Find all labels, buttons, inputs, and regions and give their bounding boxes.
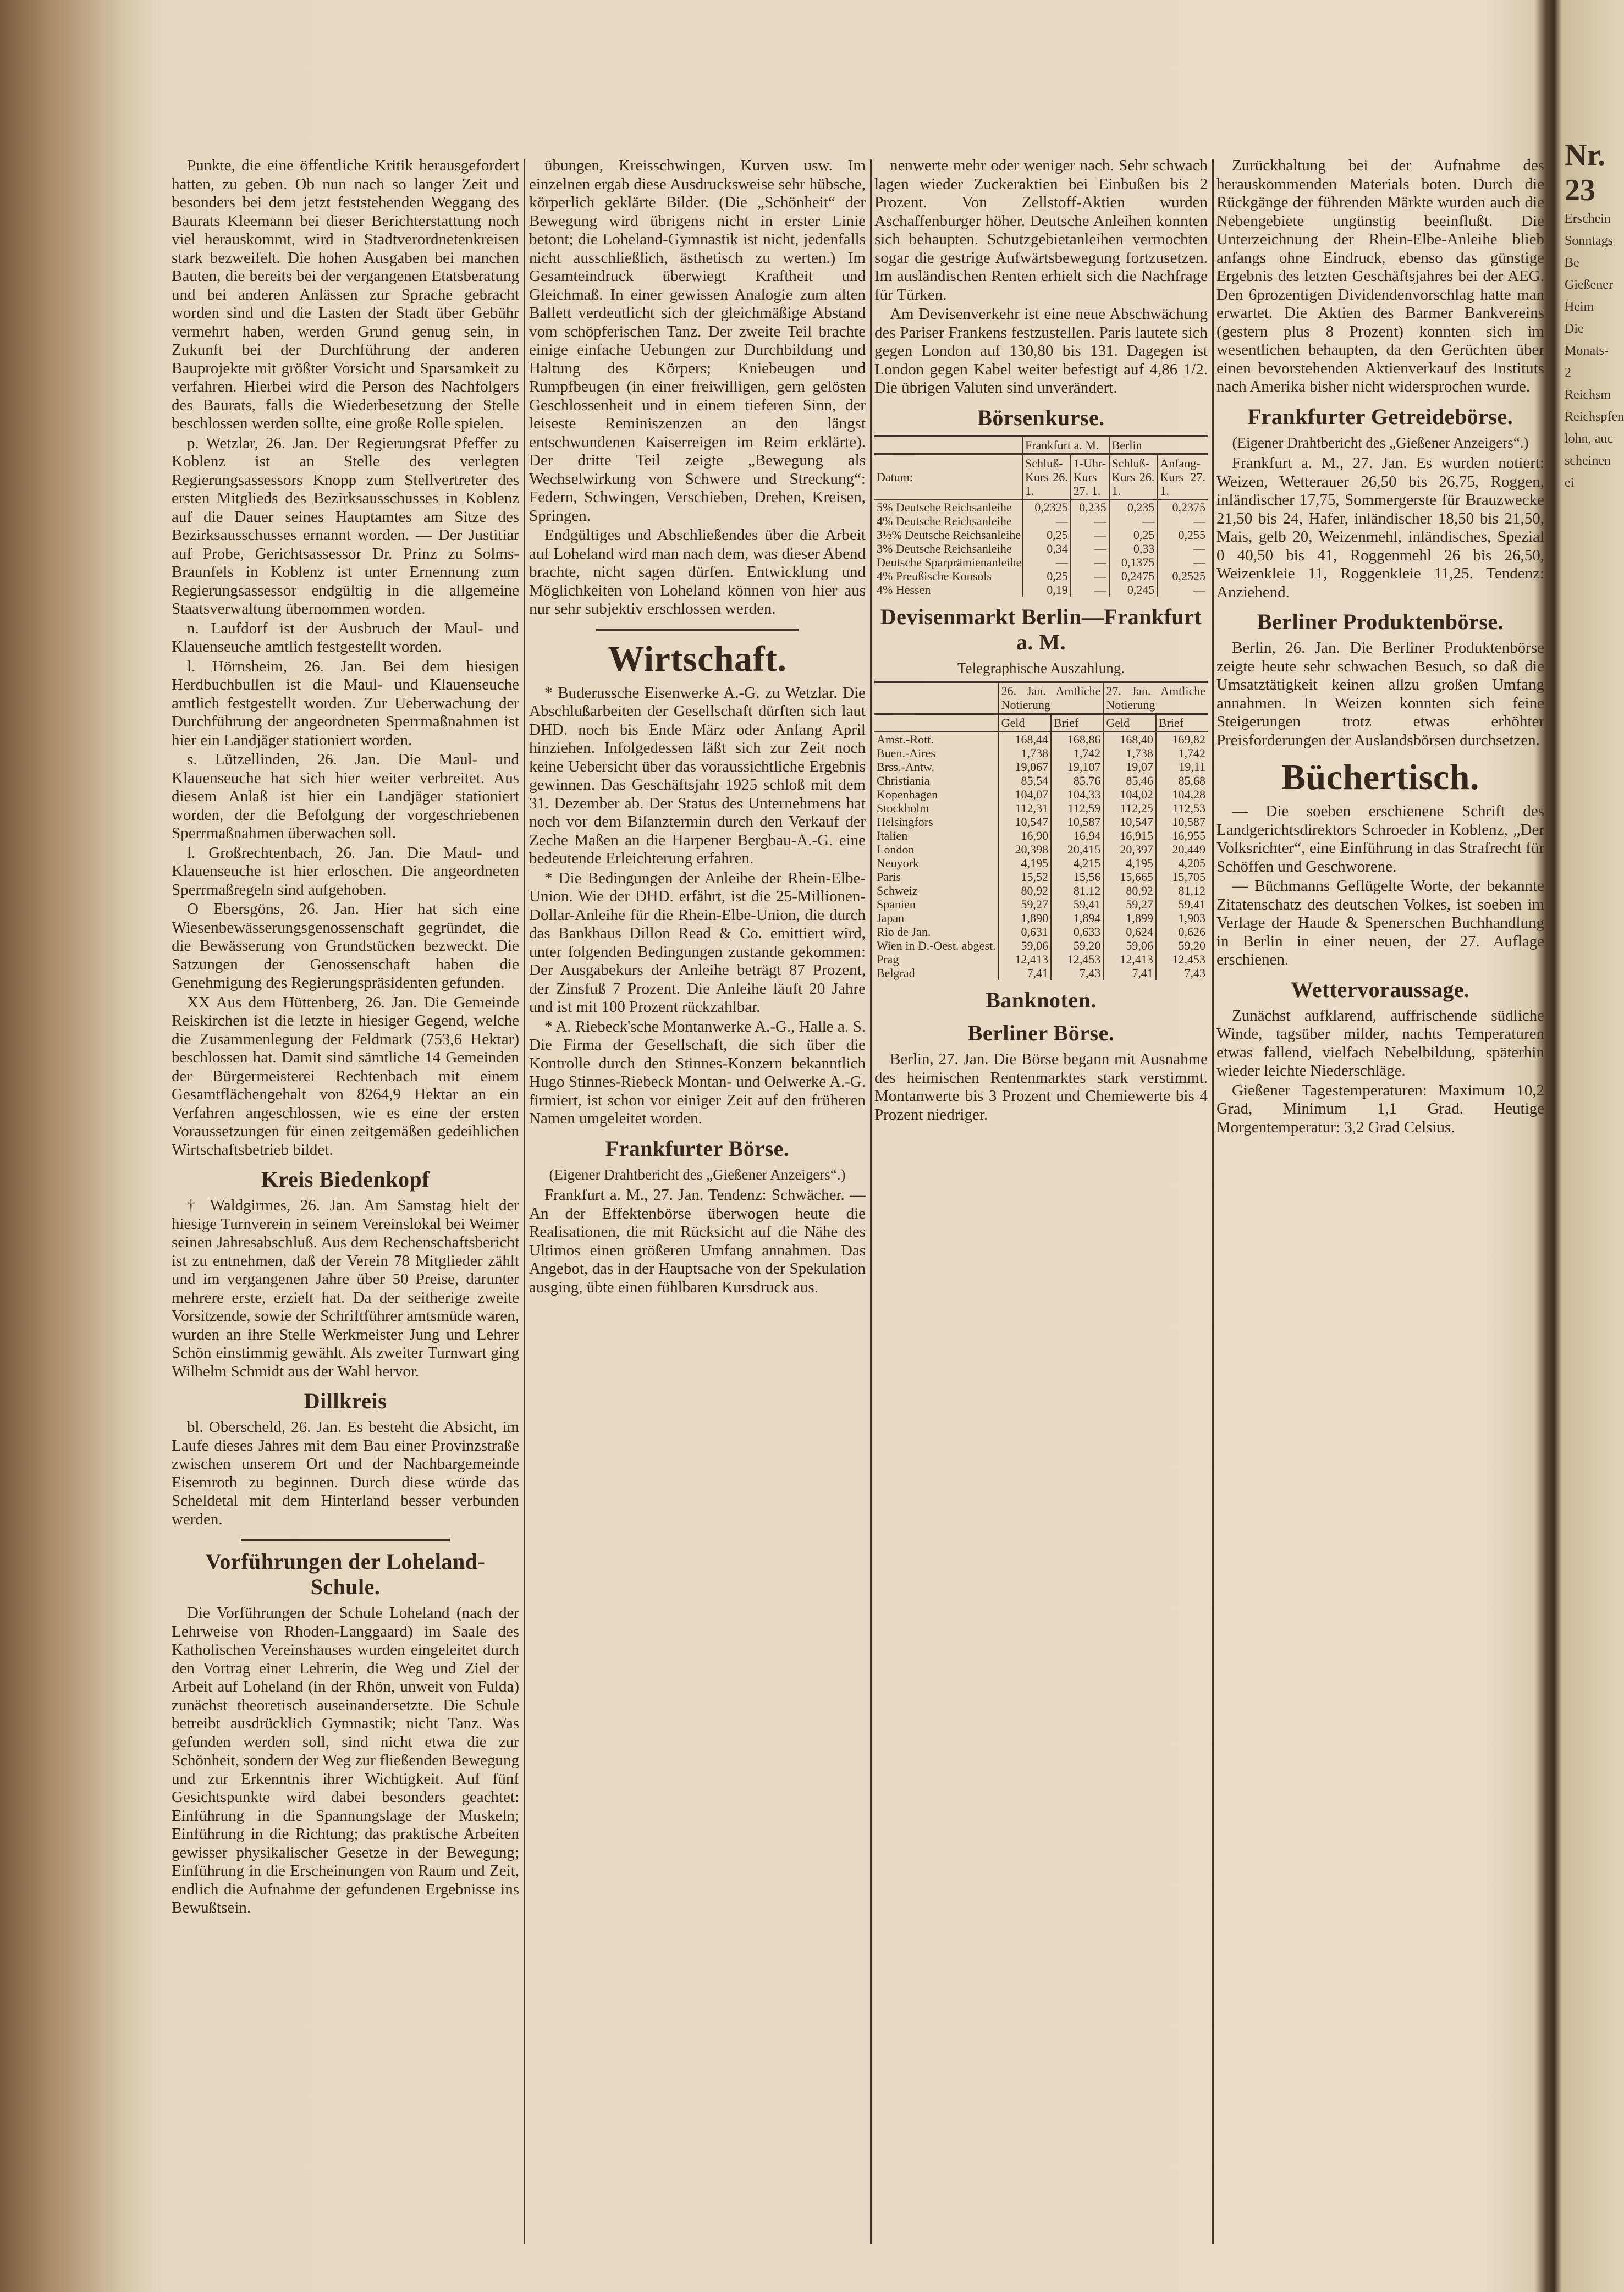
table-cell: 168,86 — [1051, 732, 1103, 747]
table-column-header: Brief — [1051, 714, 1103, 732]
table-cell: 85,54 — [999, 774, 1051, 787]
table-group-header — [874, 436, 1022, 454]
table-cell: Spanien — [877, 897, 916, 911]
table-cell: Italien — [877, 829, 908, 842]
article-paragraph: Gießener Tagestemperaturen: Maximum 10,2 Grad, Minimum 1,1 Grad. Heutige Morgentemperatur: 3,2 Grad Celsius. — [1216, 1081, 1544, 1136]
table-cell: 1,890 — [999, 911, 1051, 925]
table-cell: 19,11 — [1156, 760, 1208, 774]
table-cell: 16,90 — [999, 829, 1051, 842]
table-cell: 59,27 — [1103, 897, 1156, 911]
table-row — [874, 952, 1208, 966]
adjacent-page-text: Monats- — [1565, 344, 1609, 358]
table-cell: 7,43 — [1156, 966, 1208, 980]
table-cell: 5% Deutsche Reichsanleihe — [877, 500, 1012, 514]
article-paragraph: Berlin, 27. Jan. Die Börse begann mit Ausnahme des heimischen Rentenmarktes stark verstimmt. Montanwerte bis 3 Prozent und Chemiewerte bis 4 Prozent niedriger. — [874, 1050, 1208, 1123]
table-row — [874, 732, 1208, 747]
table-cell: 112,59 — [1051, 801, 1103, 815]
section-heading: Büchertisch. — [1281, 757, 1479, 797]
table-cell: 1,742 — [1156, 746, 1208, 760]
table-cell: 0,25 — [1109, 528, 1158, 542]
section-heading: Berliner Börse. — [967, 1021, 1115, 1045]
table-cell: 4,195 — [999, 856, 1051, 870]
section-heading: Kreis Biedenkopf — [261, 1167, 430, 1192]
table-row — [874, 870, 1208, 884]
table-cell: 20,398 — [999, 842, 1051, 856]
table-cell: 19,07 — [1103, 760, 1156, 774]
adjacent-page-text: Sonntags — [1565, 234, 1614, 248]
table-cell: 80,92 — [1103, 884, 1156, 897]
table-group-header: 26. Jan. Amtliche Notierung — [999, 682, 1104, 714]
table-row — [874, 528, 1208, 542]
section-subheading: Telegraphische Auszahlung. — [957, 659, 1125, 676]
table-group-header — [874, 682, 999, 714]
table-cell: Belgrad — [877, 966, 915, 980]
table-cell: 15,705 — [1156, 870, 1208, 884]
table-cell: 15,56 — [1051, 870, 1103, 884]
section-heading: Börsenkurse. — [977, 405, 1105, 430]
article-paragraph: l. Großrechtenbach, 26. Jan. Die Maul- und Klauenseuche ist hier erloschen. Die angeordneten Sperrmaßregeln sind aufgehoben. — [172, 844, 519, 899]
table-cell: Japan — [877, 911, 905, 925]
section-heading: Frankfurter Getreidebörse. — [1247, 404, 1513, 429]
table-cell: 4% Deutsche Reichsanleihe — [877, 514, 1012, 528]
table-cell: — — [1022, 514, 1071, 528]
table-cell: Deutsche Sparprämienanleihe — [877, 555, 1022, 569]
article-paragraph: p. Wetzlar, 26. Jan. Der Regierungsrat Pfeffer zu Koblenz ist an Stelle des verlegten Regierungsassessors Knopp zum Stellvertreter des ersten Mitglieds des Bezirksausschusses in Koblenz auf die Dauer seines Hauptamtes am Sitze des Bezirksausschusses ernannt worden. — Der Justitiar auf Probe, Gerichtsassessor Dr. Prinz zu Solms-Braunfels in Koblenz ist unter Ernennung zum Regierungsassessor endgültig in die allgemeine Staatsverwaltung übernommen worden. — [172, 434, 519, 618]
section-heading: Dillkreis — [304, 1389, 387, 1413]
table-cell: 81,12 — [1051, 884, 1103, 897]
article-paragraph: — Büchmanns Geflügelte Worte, der bekannte Zitatenschatz des deutschen Volkes, ist soeben im Verlage der Haude & Spenerschen Buchhandlung in Berlin in einer neuen, der 27. Auflage erschienen. — [1216, 877, 1544, 968]
table-column-header — [874, 714, 999, 732]
table-row — [874, 569, 1208, 583]
adjacent-page-text: lohn, auc — [1565, 432, 1613, 446]
table-cell: — — [1157, 514, 1208, 528]
table-cell: 1,742 — [1051, 746, 1103, 760]
issue-number: Nr. 23 — [1565, 138, 1606, 207]
table-row — [874, 815, 1208, 829]
table-cell: 4,205 — [1156, 856, 1208, 870]
table-cell: Schweiz — [877, 884, 918, 897]
table-cell: 1,738 — [999, 746, 1051, 760]
table-column-header: Datum: — [874, 454, 1022, 500]
table-column-header: Anfang-Kurs 27. 1. — [1157, 454, 1208, 500]
adjacent-page-text: Be — [1565, 256, 1579, 270]
table-cell: 0,25 — [1022, 569, 1071, 583]
table-cell: 4% Hessen — [877, 582, 931, 597]
table-cell: 112,31 — [999, 801, 1051, 815]
table-cell: 0,235 — [1109, 499, 1158, 514]
table-cell: 4% Preußische Konsols — [877, 569, 992, 583]
table-cell: — — [1071, 528, 1109, 542]
table-cell: 0,245 — [1109, 583, 1158, 597]
table-cell: 59,20 — [1156, 939, 1208, 952]
table-cell: 3% Deutsche Reichsanleihe — [877, 541, 1012, 555]
table-cell: London — [877, 842, 915, 856]
column-divider — [524, 159, 525, 2244]
table-column-header: Schluß-Kurs 26. 1. — [1109, 454, 1158, 500]
table-cell: Prag — [877, 952, 899, 966]
table-row — [874, 911, 1208, 925]
table-cell: 0,19 — [1022, 583, 1071, 597]
table-cell: 12,453 — [1051, 952, 1103, 966]
table-cell: 15,665 — [1103, 870, 1156, 884]
table-cell: 0,2375 — [1157, 499, 1208, 514]
table-cell: 1,903 — [1156, 911, 1208, 925]
column-4 — [1216, 157, 1544, 2246]
boersenkurse-table — [874, 435, 1208, 597]
table-cell: Christiania — [877, 774, 930, 787]
table-cell: 0,1375 — [1109, 555, 1158, 569]
table-cell: 59,41 — [1051, 897, 1103, 911]
article-paragraph: übungen, Kreisschwingen, Kurven usw. Im einzelnen ergab diese Ausdrucksweise sehr hübsche, körperlich geklärte Bilder. (Die „Schönheit“ der Bewegung wird übrigens nicht in erster Linie betont; die Loheland-Gymnastik ist nicht, jedenfalls nicht ausschließlich, ästhetisch zu werten.) Im Gesamteindruck überwiegt Kraftheit und Gleichmaß. In einer gewissen Analogie zum alten Ballett verdeutlicht sich der gleichmäßige Abstand vom schöpferischen Tanz. Der zweite Teil brachte einige einfache Uebungen zur Durchbildung und Haltung des Körpers; Kniebeugen und Rumpfbeugen (in einer freiwilligen, gern gelösten Geschlossenheit und in einem tieferen Sinn, der leiseste Reminiszenzen an den längst entschwundenen Kaiserreigen im Reim erklärte). Der dritte Teil zeigte „Bewegung als Wechselwirkung von Schwere und Streckung“: Federn, Schwingen, Verschieben, Drehen, Kreisen, Springen. — [529, 157, 866, 525]
table-cell: Kopenhagen — [877, 787, 938, 801]
table-row — [874, 514, 1208, 528]
table-cell: 1,899 — [1103, 911, 1156, 925]
table-cell: — — [1157, 555, 1208, 569]
table-cell: 7,43 — [1051, 966, 1103, 980]
table-row — [874, 856, 1208, 870]
table-cell: 0,235 — [1071, 499, 1109, 514]
column-2 — [529, 157, 866, 2246]
table-cell: Helsingfors — [877, 815, 933, 829]
article-paragraph: Berlin, 26. Jan. Die Berliner Produktenbörse zeigte heute sehr schwachen Besuch, so daß die Umsatztätigkeit keinen allzu großen Umfang annahmen. In Weizen konnten sich feine Steigerungen trotz etwas erhöhter Preisforderungen der Auslandsbörsen durchsetzen. — [1216, 639, 1544, 749]
table-cell: 59,20 — [1051, 939, 1103, 952]
table-cell: — — [1071, 555, 1109, 569]
table-cell: 16,955 — [1156, 829, 1208, 842]
table-cell: 0,34 — [1022, 542, 1071, 555]
table-row — [874, 583, 1208, 597]
table-cell: 0,624 — [1103, 925, 1156, 939]
table-cell: 80,92 — [999, 884, 1051, 897]
article-paragraph: n. Laufdorf ist der Ausbruch der Maul- und Klauenseuche amtlich festgestellt worden. — [172, 619, 519, 655]
table-cell: 19,107 — [1051, 760, 1103, 774]
table-column-header: Brief — [1156, 714, 1208, 732]
table-cell: 0,255 — [1157, 528, 1208, 542]
table-cell: 168,40 — [1103, 732, 1156, 747]
adjacent-page-text: Heim — [1565, 300, 1594, 314]
table-cell: 169,82 — [1156, 732, 1208, 747]
column-divider — [870, 159, 872, 2244]
section-divider — [596, 629, 798, 631]
table-cell: 0,633 — [1051, 925, 1103, 939]
table-column-header: Geld — [1103, 714, 1156, 732]
table-cell: 15,52 — [999, 870, 1051, 884]
article-paragraph: * Die Bedingungen der Anleihe der Rhein-Elbe-Union. Wie der DHD. erfährt, ist die 25-Millionen-Dollar-Anleihe für die Rhein-Elbe-Union, die durch das Bankhaus Dillon Read & Co. emittiert wird, unter folgenden Bedingungen zustande gekommen: Der Ausgabekurs der Anleihe beträgt 87 Prozent, der Zinsfuß 7 Prozent. Die Anleihe läuft 20 Jahre und ist mit 100 Prozent rückzahlbar. — [529, 869, 866, 1016]
adjacent-page-text: 2 Reichsm — [1565, 366, 1611, 402]
table-cell: 0,631 — [999, 925, 1051, 939]
table-cell: 3½% Deutsche Reichsanleihe — [877, 527, 1021, 542]
table-cell: 20,415 — [1051, 842, 1103, 856]
table-row — [874, 774, 1208, 787]
column-3 — [874, 157, 1208, 2246]
section-heading: Wettervoraussage. — [1291, 977, 1470, 1002]
table-cell: 1,894 — [1051, 911, 1103, 925]
table-cell: 19,067 — [999, 760, 1051, 774]
section-heading: Frankfurter Börse. — [605, 1136, 790, 1161]
table-cell: 0,626 — [1156, 925, 1208, 939]
table-row — [874, 801, 1208, 815]
table-cell: 12,413 — [999, 952, 1051, 966]
article-paragraph: Die Vorführungen der Schule Loheland (nach der Lehrweise von Rhoden-Langgaard) im Saale des Katholischen Vereinshauses wurden eingeleitet durch den Vortrag einer Lehrerin, die Weg und Ziel der Arbeit auf Loheland (in der Rhön, unweit von Fulda) zunächst theoretisch auseinandersetzte. Die Schule betreibt ausdrücklich Gymnastik; nicht Tanz. Was gefunden werden soll, sind nicht etwa die zur Schönheit, sondern der Weg zur fließenden Bewegung und zur Erkenntnis ihrer Wichtigkeit. Auf fünf Gesichtspunkte wird dabei besonders geachtet: Einführung in die Spannungslage der Muskeln; Einführung in die Richtung; das praktische Arbeiten gewisser physikalischer Gesetze in der Bewegung; Einführung in die Erscheinungen von Raum und Zeit, endlich die Aufnahme der gefundenen Ergebnisse ins Bewußtsein. — [172, 1604, 519, 1916]
table-cell: — — [1071, 569, 1109, 583]
article-paragraph: Punkte, die eine öffentliche Kritik herausgefordert hatten, zu geben. Ob nun nach so langer Zeit und besonders bei dem jetzt feststehenden Weggang des Baurats Kleemann bei dieser Berichterstattung noch viel herauskommt, wird in Stadtverordnetenkreisen stark bezweifelt. Die hohen Ausgaben bei manchen Bauten, die bereits bei der vergangenen Etatsberatung und bei anderen Anlässen zur Sprache gebracht worden sind und die Lasten der Stadt über Gebühr vermehrt haben, werden Grund genug sein, in Zukunft bei der Durchführung der anderen Bauprojekte mit größter Vorsicht und Sparsamkeit zu verfahren. Hierbei wird die Person des Nachfolgers des Baurats, falls die Wiederbesetzung der Stelle beschlossen werden sollte, eine große Rolle spielen. — [172, 157, 519, 432]
table-cell: 104,02 — [1103, 787, 1156, 801]
table-cell: Rio de Jan. — [877, 925, 931, 939]
table-cell: Amst.-Rott. — [877, 732, 934, 746]
article-paragraph: † Waldgirmes, 26. Jan. Am Samstag hielt der hiesige Turnverein in seinem Vereinslokal bei Weimer seinen Jahresabschluß. Aus dem Rechenschaftsbericht ist zu entnehmen, daß der Verein 78 Mitglieder zählt und im vergangenen Jahre über 50 Preise, darunter mehrere erste, erzielt hat. Da der seitherige zweite Vorsitzende, sowie der Schriftführer amtsmüde waren, wurden an ihre Stelle Werkmeister Jung und Lehrer Schön einstimmig gewählt. Als zweiter Turnwart ging Wilhelm Schmidt aus der Wahl hervor. — [172, 1197, 519, 1380]
adjacent-page-text: scheinen ei — [1565, 454, 1611, 490]
devisen-table — [874, 681, 1208, 980]
table-cell: 10,547 — [1103, 815, 1156, 829]
article-paragraph: XX Aus dem Hüttenberg, 26. Jan. Die Gemeinde Reiskirchen ist die letzte in hiesiger Gegend, welche die Zusammenlegung der Feldmark (753,6 Hektar) beschlossen hat. Damit sind sämtliche 14 Gemeinden der Bürgermeisterei Rechtenbach mit einem Gesamtflächengehalt von 8264,9 Hektar an ein Verfahren angeschlossen, wie es eine der ersten Voraussetzungen für einen zeitgemäßen gedeihlichen Wirtschaftsbetrieb bildet. — [172, 993, 519, 1159]
table-cell: 168,44 — [999, 732, 1051, 747]
table-cell: 12,413 — [1103, 952, 1156, 966]
table-cell: 16,915 — [1103, 829, 1156, 842]
table-cell: 10,587 — [1051, 815, 1103, 829]
table-cell: 85,46 — [1103, 774, 1156, 787]
table-row — [874, 829, 1208, 842]
article-paragraph: Frankfurt a. M., 27. Jan. Es wurden notiert: Weizen, Wetterauer 26,50 bis 26,75, Roggen, inländischer 17,75, Sommergerste für Brauzwecke 21,50 bis 24, Hafer, inländischer 18,50 bis 21,50, Mais, gelb 20, Weizenmehl, inländisches, Spezial 0 40,50 bis 41, Roggenmehl 26 bis 26,50, Weizenkleie 11, Roggenkleie 11,25. Tendenz: Anziehend. — [1216, 454, 1544, 601]
article-paragraph: Endgültiges und Abschließendes über die Arbeit auf Loheland wird man nach dem, was dieser Abend brachte, nicht sagen dürfen. Entwicklung und Möglichkeiten von Loheland können von hier aus nur sehr subjektiv erschlossen werden. — [529, 526, 866, 618]
table-row — [874, 542, 1208, 555]
table-cell: 20,397 — [1103, 842, 1156, 856]
table-cell: 85,68 — [1156, 774, 1208, 787]
section-heading: Vorführungen der Loheland-Schule. — [205, 1549, 486, 1599]
table-cell: 104,07 — [999, 787, 1051, 801]
table-cell: Wien in D.-Oest. abgest. — [877, 939, 996, 952]
article-paragraph: * Buderussche Eisenwerke A.-G. zu Wetzlar. Die Abschlußarbeiten der Gesellschaft dürften sich laut DHD. noch bis Ende März oder Anfang April hinziehen. Infolgedessen läßt sich zur Zeit noch keine Uebersicht über das voraussichtliche Ergebnis gewinnen. Das Geschäftsjahr 1925 schloß mit dem 31. Dezember ab. Der Status des Unternehmens hat noch vor dem Bilanztermin durch den Verkauf der Zeche Maßen an die Harpener Bergbau-A.-G. eine bedeutende Erleichterung erfahren. — [529, 684, 866, 867]
table-cell: 20,449 — [1156, 842, 1208, 856]
table-cell: — — [1157, 583, 1208, 597]
table-row — [874, 939, 1208, 952]
article-paragraph: Am Devisenverkehr ist eine neue Abschwächung des Pariser Frankens festzustellen. Paris lautete sich gegen London auf 130,80 bis 131. Dagegen ist London gegen Kabel weiter befestigt auf 4,86 1/2. Die übrigen Valuten sind unverändert. — [874, 305, 1208, 396]
table-cell: Paris — [877, 870, 901, 884]
section-subheading: (Eigener Drahtbericht des „Gießener Anzeigers“.) — [549, 1166, 846, 1183]
adjacent-page-text: Erschein — [1565, 212, 1611, 226]
table-cell: 85,76 — [1051, 774, 1103, 787]
table-group-header: 27. Jan. Amtliche Notierung — [1103, 682, 1208, 714]
table-row — [874, 884, 1208, 897]
table-cell: 104,28 — [1156, 787, 1208, 801]
table-column-header: 1-Uhr-Kurs 27. 1. — [1071, 454, 1109, 500]
adjacent-page-text: Reichspfen — [1565, 410, 1624, 424]
table-cell: 10,587 — [1156, 815, 1208, 829]
table-group-header: Frankfurt a. M. — [1022, 436, 1109, 454]
table-cell: Stockholm — [877, 801, 929, 815]
table-cell: 7,41 — [1103, 966, 1156, 980]
section-heading: Berliner Produktenbörse. — [1257, 609, 1504, 634]
article-paragraph: nenwerte mehr oder weniger nach. Sehr schwach lagen wieder Zuckeraktien bei Einbußen bis 2 Prozent. Von Zellstoff-Aktien wurden Aschaffenburger höher. Deutsche Anleihen konnten sich behaupten. Schutzgebietanleihen vermochten sogar die gestrige Aufwärtsbewegung fortzusetzen. Im ausländischen Renten erhielt sich die Nachfrage für Türken. — [874, 157, 1208, 304]
table-row — [874, 842, 1208, 856]
table-cell: 104,33 — [1051, 787, 1103, 801]
table-cell: 4,215 — [1051, 856, 1103, 870]
table-cell: 0,2525 — [1157, 569, 1208, 583]
table-cell: 0,2475 — [1109, 569, 1158, 583]
article-paragraph: Zunächst aufklarend, auffrischende südliche Winde, tagsüber milder, nachts Temperaturen etwas fallend, vielfach Nebelbildung, späterhin wieder leichte Niederschläge. — [1216, 1006, 1544, 1079]
section-heading: Banknoten. — [986, 988, 1097, 1012]
table-row — [874, 499, 1208, 514]
table-cell: 1,738 — [1103, 746, 1156, 760]
article-paragraph: bl. Oberscheld, 26. Jan. Es besteht die Absicht, im Laufe dieses Jahres mit dem Bau einer Provinzstraße zwischen unserem Ort und der Nachbargemeinde Eisemroth zu beginnen. Durch diese würde das Scheldetal mit dem Hinterland besser verbunden werden. — [172, 1418, 519, 1528]
article-paragraph: O Ebersgöns, 26. Jan. Hier hat sich eine Wiesenbewässerungsgenossenschaft gegründet, die die Bewässerung von Grundstücken bezweckt. Die Satzungen der Genossenschaft haben die Genehmigung des Regierungspräsidenten gefunden. — [172, 900, 519, 991]
table-cell: 7,41 — [999, 966, 1051, 980]
table-cell: 4,195 — [1103, 856, 1156, 870]
table-group-header: Berlin — [1109, 436, 1208, 454]
table-cell: 10,547 — [999, 815, 1051, 829]
table-cell: — — [1022, 555, 1071, 569]
table-row — [874, 925, 1208, 939]
adjacent-page-edge — [1565, 137, 1624, 494]
table-cell: — — [1071, 583, 1109, 597]
section-subheading: (Eigener Drahtbericht des „Gießener Anzeigers“.) — [1232, 434, 1529, 451]
table-row — [874, 966, 1208, 980]
table-row — [874, 897, 1208, 911]
table-cell: — — [1071, 514, 1109, 528]
table-row — [874, 760, 1208, 774]
table-cell: — — [1109, 514, 1158, 528]
table-cell: 0,2325 — [1022, 499, 1071, 514]
section-heading: Wirtschaft. — [608, 638, 787, 679]
article-paragraph: * A. Riebeck'sche Montanwerke A.-G., Halle a. S. Die Firma der Gesellschaft, die sich über die Kontrolle durch den Stinnes-Konzern bekanntlich Hugo Stinnes-Riebeck Montan- und Oelwerke A.-G. firmiert, ist schon vor einiger Zeit auf den früheren Namen umgeleitet worden. — [529, 1017, 866, 1127]
table-cell: — — [1071, 542, 1109, 555]
article-paragraph: Zurückhaltung bei der Aufnahme des herauskommenden Materials boten. Durch die Rückgänge der führenden Märkte wurden auch die Nebengebiete ungünstig beeinflußt. Die Unterzeichnung der Rhein-Elbe-Anleihe blieb anfangs ohne Eindruck, ebenso das günstige Ergebnis des letzten Geschäftsjahres bei der AEG. Den 6prozentigen Dividendenvorschlag hatte man erwartet. Die Aktien des Barmer Bankvereins (gestern plus 8 Prozent) konnten sich im wesentlichen behaupten, da den Gerüchten über einen bevorstehenden Aktienverkauf des Instituts nach Amerika bisher nicht widersprochen wurde. — [1216, 157, 1544, 395]
section-divider — [241, 1539, 449, 1541]
table-row — [874, 787, 1208, 801]
column-1 — [172, 157, 519, 2246]
table-row — [874, 555, 1208, 569]
table-cell: 59,06 — [1103, 939, 1156, 952]
table-cell: Brss.-Antw. — [877, 760, 934, 774]
table-cell: 59,27 — [999, 897, 1051, 911]
table-cell: 59,41 — [1156, 897, 1208, 911]
table-cell: 16,94 — [1051, 829, 1103, 842]
table-cell: 0,33 — [1109, 542, 1158, 555]
table-cell: 112,53 — [1156, 801, 1208, 815]
article-paragraph: — Die soeben erschienene Schrift des Landgerichtsdirektors Schroeder in Koblenz, „Der Volksrichter“, eine Einführung in das Strafrecht für Schöffen und Geschworene. — [1216, 802, 1544, 875]
table-cell: 12,453 — [1156, 952, 1208, 966]
table-cell: 0,25 — [1022, 528, 1071, 542]
column-divider — [1212, 159, 1214, 2244]
table-row — [874, 746, 1208, 760]
article-paragraph: Frankfurt a. M., 27. Jan. Tendenz: Schwächer. — An der Effektenbörse überwogen heute die Realisationen, die mit Rücksicht auf die Nähe des Ultimos einen größeren Umfang annahmen. Das Angebot, das in der Hauptsache von der Spekulation ausging, übte einen fühlbaren Kursdruck aus. — [529, 1186, 866, 1296]
article-paragraph: l. Hörnsheim, 26. Jan. Bei dem hiesigen Herdbuchbullen ist die Maul- und Klauenseuche amtlich festgestellt worden. Zur Ueberwachung der Durchführung der angeordneten Sperrmaßnahmen ist hier ein Landjäger stationiert worden. — [172, 657, 519, 749]
table-cell: Buen.-Aires — [877, 746, 935, 760]
section-heading: Devisenmarkt Berlin—Frankfurt a. M. — [880, 604, 1202, 654]
article-paragraph: s. Lützellinden, 26. Jan. Die Maul- und Klauenseuche hat sich hier weiter verbreitet. Aus diesem Anlaß ist hier ein Landjäger stationiert worden, der die Befolgung der vorgeschriebenen Sperrmaßnahmen überwachen soll. — [172, 751, 519, 842]
adjacent-page-text: Die — [1565, 322, 1584, 336]
table-cell: Neuyork — [877, 856, 919, 870]
table-cell: 112,25 — [1103, 801, 1156, 815]
table-cell: — — [1157, 542, 1208, 555]
table-column-header: Geld — [999, 714, 1051, 732]
table-cell: 59,06 — [999, 939, 1051, 952]
adjacent-page-text: Gießener — [1565, 278, 1613, 292]
table-column-header: Schluß-Kurs 26. 1. — [1022, 454, 1071, 500]
table-cell: 81,12 — [1156, 884, 1208, 897]
